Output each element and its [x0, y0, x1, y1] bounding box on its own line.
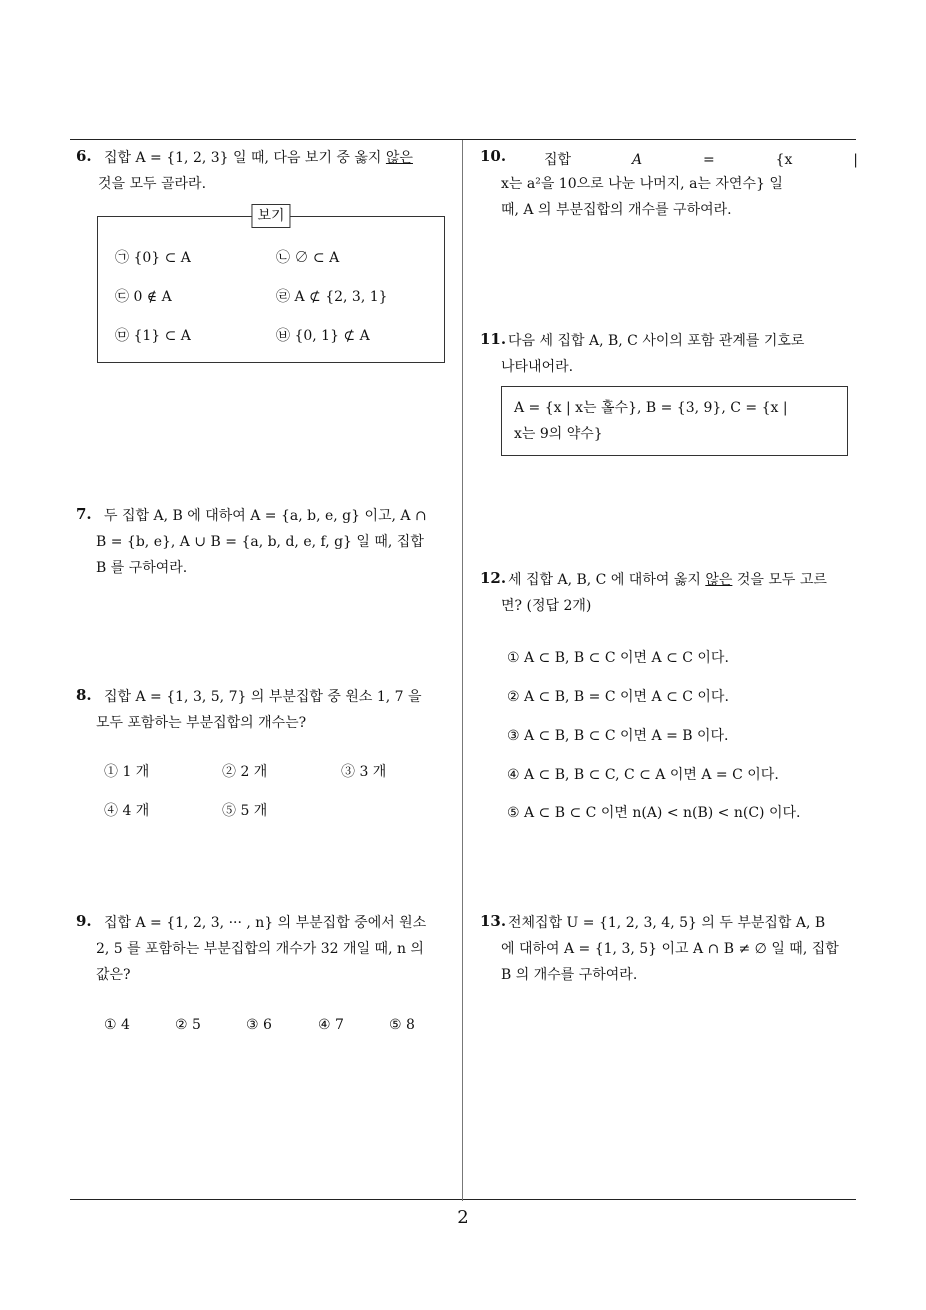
question-text: x는 a²을 10으로 나눈 나머지, a는 자연수} 일 때, A 의 부분집합의 개수를 구하여라.: [501, 176, 783, 218]
choice: ③ 6: [246, 1017, 272, 1033]
question-first-line: 집합 A = {x |: [544, 152, 858, 168]
page-number: 2: [457, 1207, 469, 1228]
example-item: ㉣ A ⊄ {2, 3, 1}: [276, 289, 388, 305]
example-item: ㉡ ∅ ⊂ A: [276, 250, 340, 266]
top-rule: [70, 139, 856, 140]
box-title: 보기: [251, 204, 290, 228]
choice: ③ A ⊂ B, B ⊂ C 이면 A = B 이다.: [507, 728, 729, 744]
question-text: 세 집합 A, B, C 에 대하여 옳지 않은 것을 모두 고르 면? (정답 2개): [501, 572, 827, 614]
question-number: 7.: [76, 505, 92, 523]
underlined-word: 않은: [385, 150, 413, 166]
box-line: A = {x | x는 홀수}, B = {3, 9}, C = {x |: [514, 400, 788, 416]
choice: ② 5: [175, 1017, 201, 1033]
condition-box: [501, 386, 848, 456]
choice: ⑤ 5 개: [222, 803, 268, 819]
choice: ① A ⊂ B, B ⊂ C 이면 A ⊂ C 이다.: [507, 650, 729, 666]
question-number: 10.: [480, 147, 507, 165]
question-text: 다음 세 집합 A, B, C 사이의 포함 관계를 기호로 나타내어라.: [501, 333, 805, 375]
example-item: ㉢ 0 ∉ A: [115, 289, 172, 305]
choice: ⑤ 8: [389, 1017, 415, 1033]
question-number: 11.: [480, 330, 507, 348]
question-text: 전체집합 U = {1, 2, 3, 4, 5} 의 두 부분집합 A, B 에 대하여 A = {1, 3, 5} 이고 A ∩ B ≠ ∅ 일 때, 집합 B 의 개수를 구하여라.: [501, 915, 839, 983]
question-number: 8.: [76, 686, 92, 704]
question-text: 집합 A = {1, 2, 3} 일 때, 다음 보기 중 옳지 않은 것을 모두 골라라.: [98, 150, 413, 192]
choice: ③ 3 개: [341, 764, 387, 780]
example-item: ㉤ {1} ⊂ A: [115, 328, 191, 344]
choice: ② A ⊂ B, B = C 이면 A ⊂ C 이다.: [507, 689, 729, 705]
box-line: x는 9의 약수}: [514, 426, 603, 442]
question-number: 13.: [480, 912, 507, 930]
example-item: ㉠ {0} ⊂ A: [115, 250, 191, 266]
column-divider: [462, 140, 463, 1201]
example-box: [97, 208, 445, 363]
question-text: 집합 A = {1, 2, 3, ··· , n} 의 부분집합 중에서 원소 2, 5 를 포함하는 부분집합의 개수가 32 개일 때, n 의 값은?: [96, 915, 427, 983]
question-text: 두 집합 A, B 에 대하여 A = {a, b, e, g} 이고, A ∩ B = {b, e}, A ∪ B = {a, b, d, e, f, g} 일 때, 집합 B 를 구하여라.: [96, 508, 427, 576]
choice: ④ A ⊂ B, B ⊂ C, C ⊂ A 이면 A = C 이다.: [507, 767, 779, 783]
choice: ⑤ A ⊂ B ⊂ C 이면 n(A) < n(B) < n(C) 이다.: [507, 805, 801, 821]
question-number: 12.: [480, 569, 507, 587]
question-text: 집합 A = {1, 3, 5, 7} 의 부분집합 중 원소 1, 7 을 모두 포함하는 부분집합의 개수는?: [96, 689, 422, 731]
choice: ① 4: [104, 1017, 130, 1033]
question-number: 9.: [76, 912, 92, 930]
underlined-word: 않은: [705, 572, 733, 588]
choice: ② 2 개: [222, 764, 268, 780]
question-number: 6.: [76, 147, 92, 165]
example-item: ㉥ {0, 1} ⊄ A: [276, 328, 370, 344]
choice: ④ 4 개: [104, 803, 150, 819]
choice: ① 1 개: [104, 764, 150, 780]
bottom-rule: [70, 1199, 856, 1200]
choice: ④ 7: [318, 1017, 344, 1033]
